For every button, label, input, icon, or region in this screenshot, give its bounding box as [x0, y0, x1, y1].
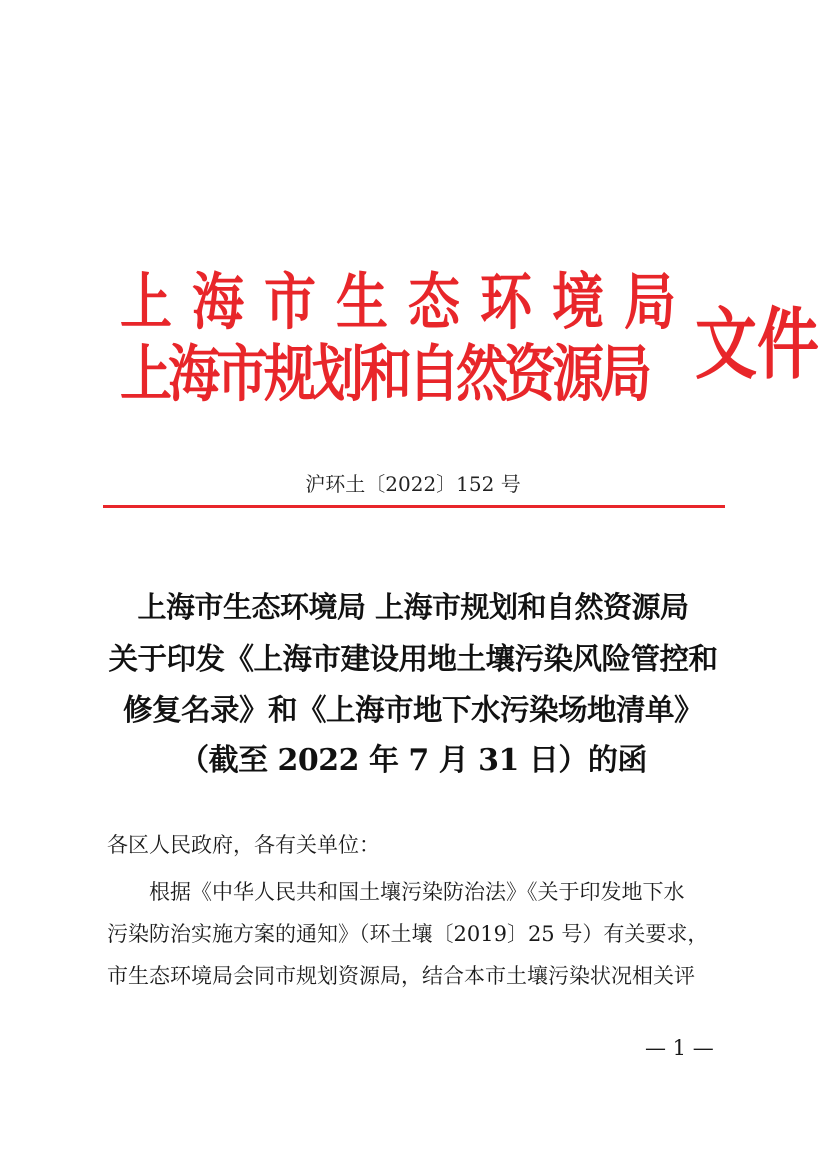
document-number: 沪环土〔2022〕152 号 — [305, 472, 521, 496]
body-paragraph — [107, 871, 723, 997]
letterhead — [120, 252, 820, 411]
issuer-line-2: 上海市规划和自然资源局 — [120, 338, 649, 411]
red-divider-line — [103, 505, 725, 508]
issuer-line-1: 上海市生态环境局 — [120, 266, 697, 339]
title-line-4: （截至 2022 年 7 月 31 日）的函 — [179, 743, 647, 778]
document-title — [60, 582, 766, 786]
body-line-2: 污染防治实施方案的通知》（环土壤〔2019〕25 号）有关要求， — [107, 922, 709, 946]
title-line-2: 关于印发《上海市建设用地土壤污染风险管控和 — [108, 641, 718, 676]
addressee: 各区人民政府，各有关单位： — [107, 833, 380, 857]
document-type-label: 文件 — [695, 298, 820, 390]
body-line-3: 市生态环境局会同市规划资源局，结合本市土壤污染状况相关评 — [107, 964, 695, 988]
title-line-3: 修复名录》和《上海市地下水污染场地清单》 — [122, 692, 703, 727]
page-number: — 1 — — [645, 1036, 714, 1060]
title-line-1: 上海市生态环境局 上海市规划和自然资源局 — [137, 590, 689, 624]
body-line-1: 根据《中华人民共和国土壤污染防治法》《关于印发地下水 — [149, 880, 685, 904]
